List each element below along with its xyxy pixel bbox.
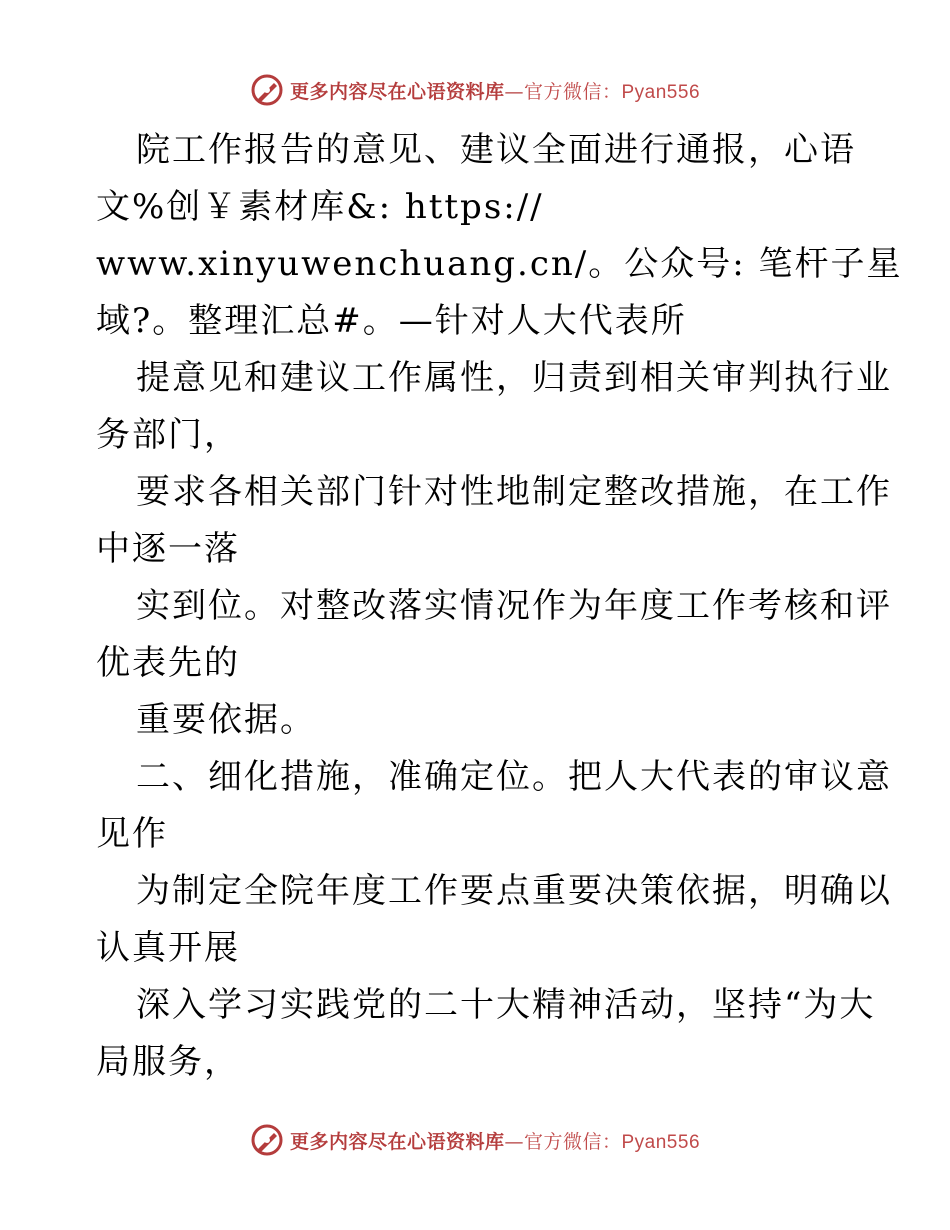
- text-line: 实到位。对整改落实情况作为年度工作考核和评: [136, 586, 892, 626]
- banner-dash: —: [504, 1130, 524, 1153]
- text-line: 为制定全院年度工作要点重要决策依据，明确以: [136, 871, 892, 911]
- text-line: www.xinyuwenchuang.cn/。公众号: 笔杆子星: [96, 244, 903, 284]
- footer-banner: [0, 1120, 950, 1160]
- text-line: 优表先的: [96, 643, 240, 683]
- document-body: [96, 122, 903, 1091]
- text-line: 文%创￥素材库&: https://: [96, 187, 544, 227]
- pen-logo-icon: [250, 1123, 284, 1157]
- text-line: 域?。整理汇总#。—针对人大代表所: [96, 301, 687, 341]
- text-line: 重要依据。: [136, 700, 316, 740]
- banner-main-text: 更多内容尽在心语资料库: [289, 1130, 505, 1153]
- banner-wechat-label: 官方微信：: [523, 1130, 622, 1153]
- text-line: 局服务，: [96, 1042, 240, 1082]
- text-line: 院工作报告的意见、建议全面进行通报，心语: [136, 130, 856, 170]
- banner-wechat-label: 官方微信：: [523, 80, 622, 103]
- banner-wechat-id: Pyan556: [621, 81, 701, 103]
- text-line: 认真开展: [96, 928, 240, 968]
- banner-text: [290, 1127, 700, 1154]
- text-line: 二、细化措施，准确定位。把人大代表的审议意: [136, 757, 892, 797]
- text-line: 提意见和建议工作属性，归责到相关审判执行业: [136, 358, 892, 398]
- text-line: 中逐一落: [96, 529, 240, 569]
- header-banner: [0, 70, 950, 110]
- pen-logo-icon: [250, 73, 284, 107]
- banner-wechat-id: Pyan556: [621, 1131, 701, 1153]
- banner-dash: —: [504, 80, 524, 103]
- text-line: 见作: [96, 814, 168, 854]
- text-line: 务部门，: [96, 415, 240, 455]
- text-line: 深入学习实践党的二十大精神活动，坚持“为大: [136, 985, 876, 1025]
- text-line: 要求各相关部门针对性地制定整改措施，在工作: [136, 472, 892, 512]
- banner-main-text: 更多内容尽在心语资料库: [289, 80, 505, 103]
- banner-text: [290, 77, 700, 104]
